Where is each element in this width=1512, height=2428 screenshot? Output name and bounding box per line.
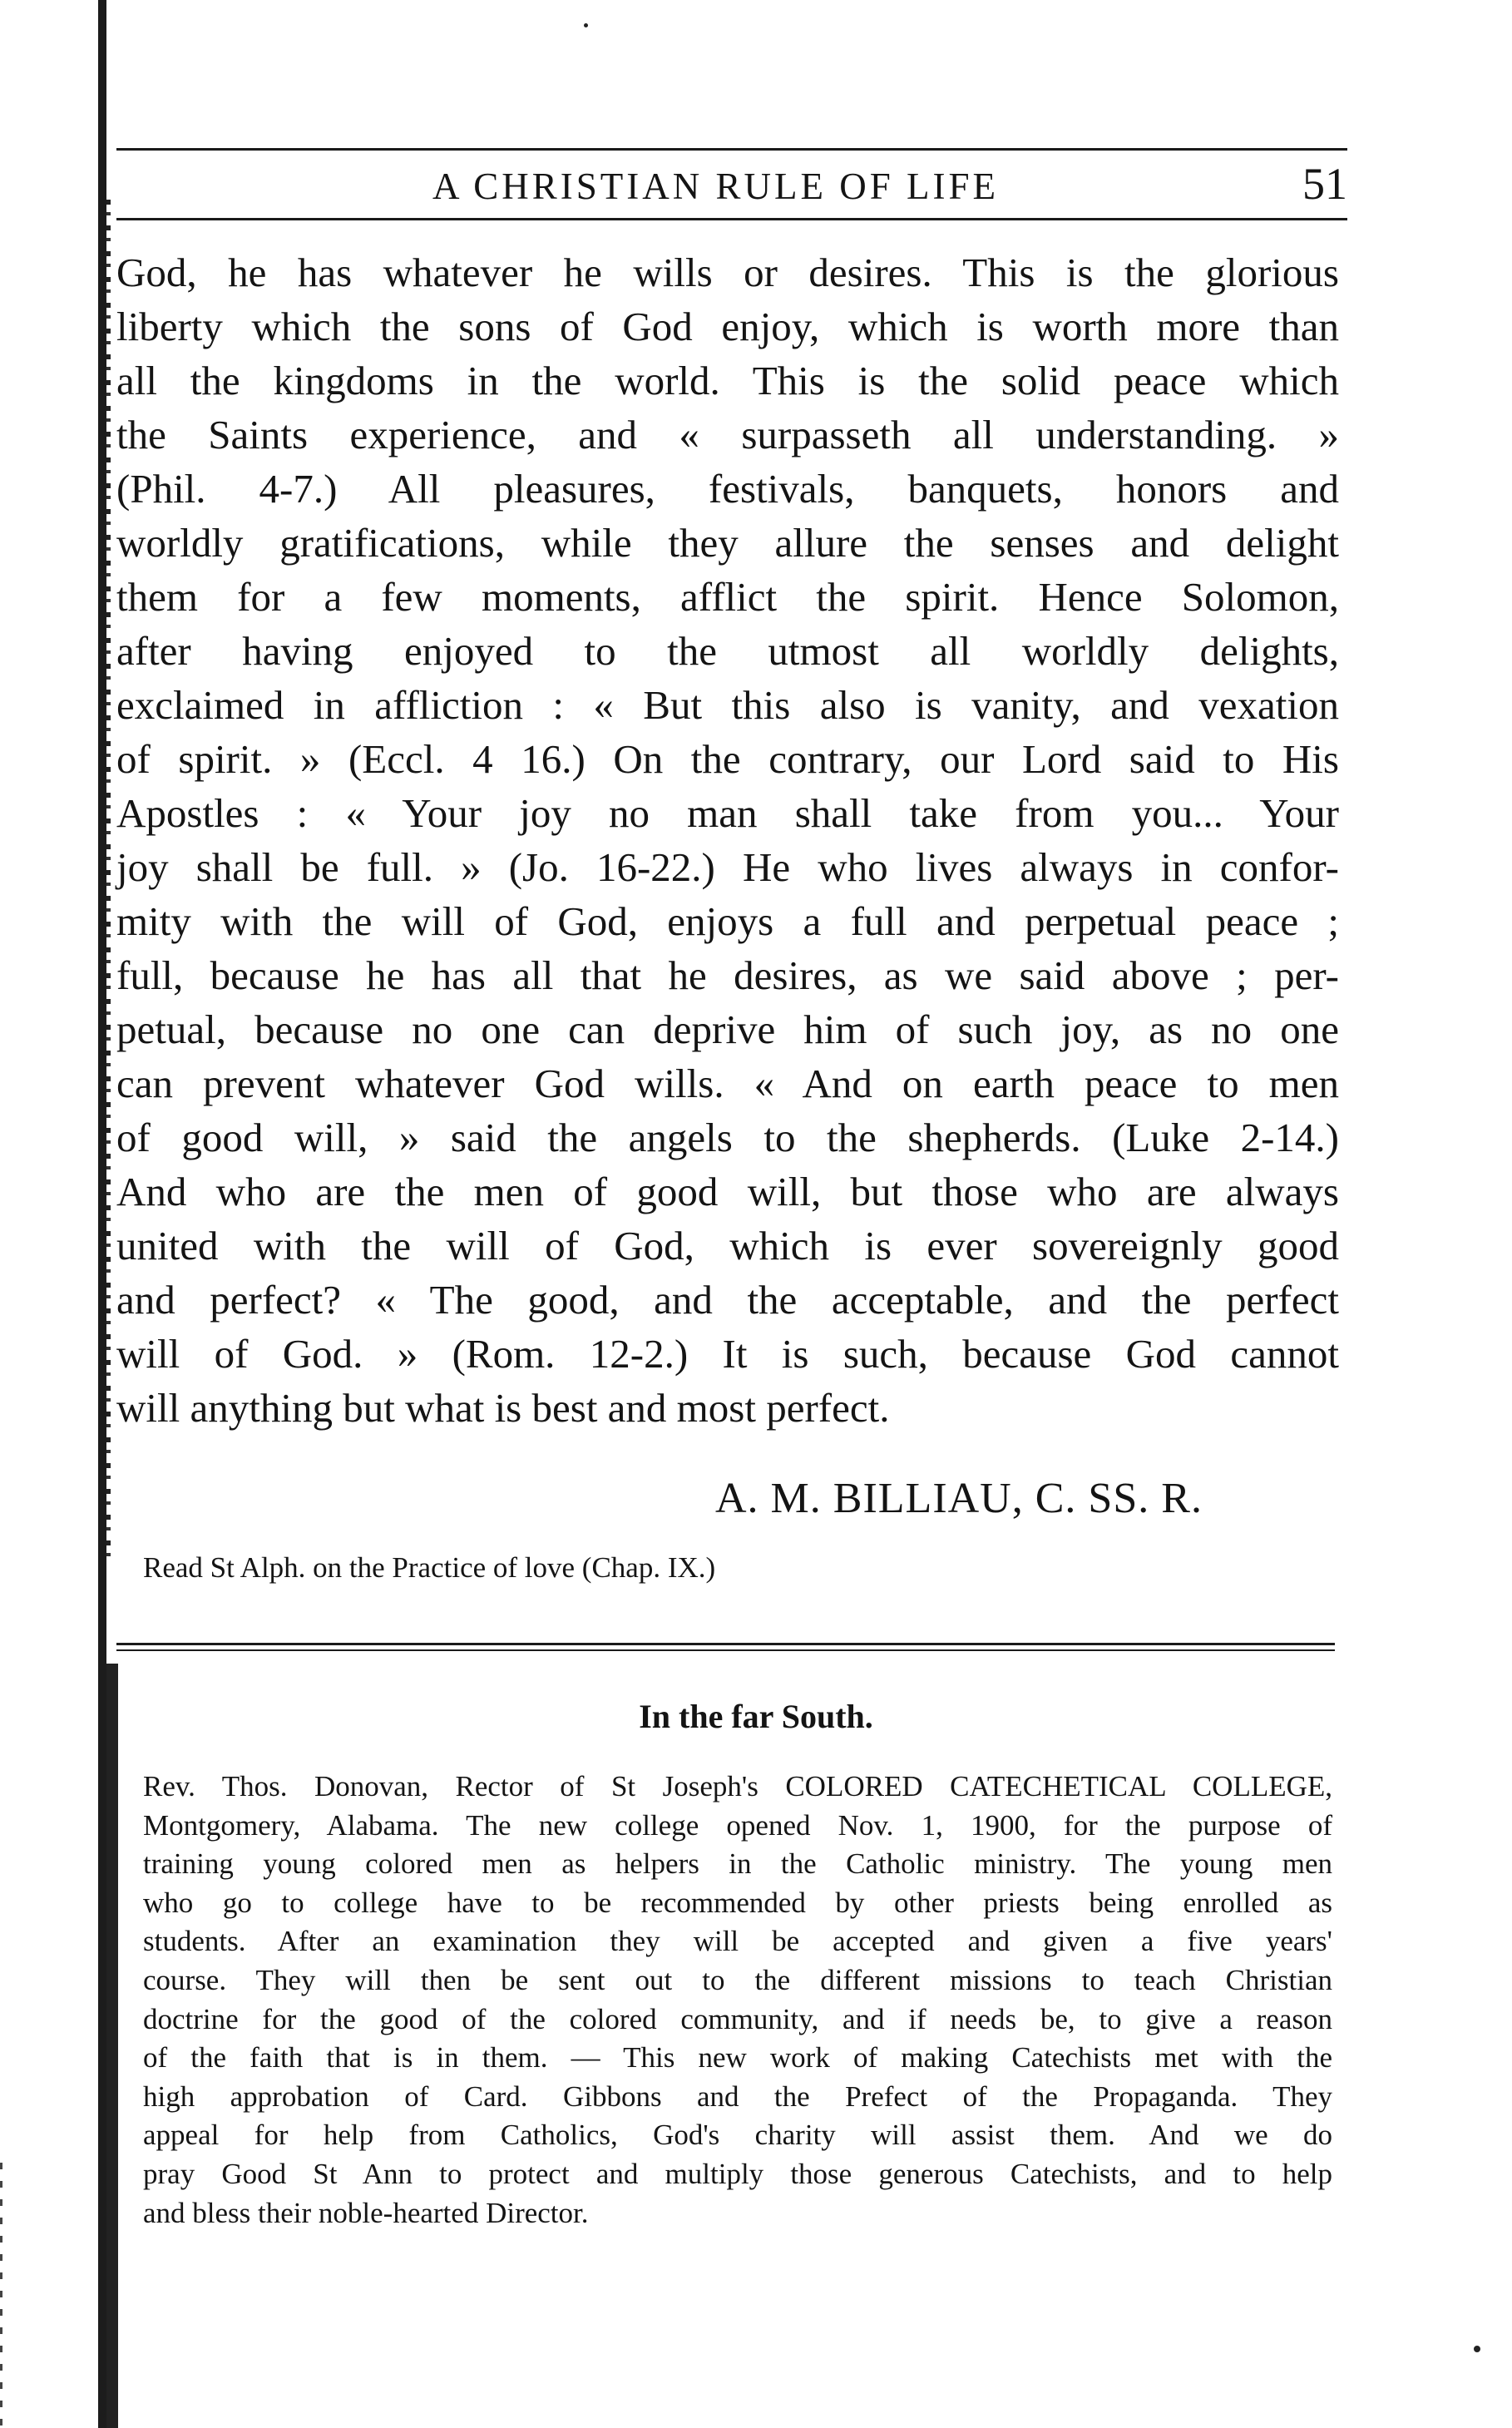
binding-shadow bbox=[0, 2163, 2, 2428]
news-line: students. After an examination they will be accepted and given a five years' bbox=[143, 1925, 1332, 1958]
running-title: A CHRISTIAN RULE OF LIFE bbox=[432, 166, 1000, 207]
body-line: united with the will of God, which is ever sovereignly good bbox=[116, 1223, 1339, 1268]
news-line: high approbation of Card. Gibbons and the Prefect of the Propaganda. They bbox=[143, 2079, 1332, 2113]
body-line: mity with the will of God, enjoys a full and perpetual peace ; bbox=[116, 898, 1339, 944]
body-line: And who are the men of good will, but those who are always bbox=[116, 1169, 1339, 1214]
section-divider bbox=[116, 1643, 1335, 1645]
body-line: will anything but what is best and most perfect. bbox=[116, 1385, 890, 1431]
main-paragraph bbox=[116, 245, 1339, 1435]
body-line: of good will, » said the angels to the shepherds. (Luke 2-14.) bbox=[116, 1115, 1339, 1160]
body-line: petual, because no one can deprive him of such joy, as no one bbox=[116, 1006, 1339, 1052]
body-line: joy shall be full. » (Jo. 16-22.) He who lives always in confor- bbox=[116, 844, 1339, 890]
body-line: all the kingdoms in the world. This is the solid peace which bbox=[116, 358, 1339, 403]
news-line: appeal for help from Catholics, God's charity will assist them. And we do bbox=[143, 2119, 1332, 2152]
section-divider bbox=[116, 1649, 1335, 1651]
news-item bbox=[143, 1768, 1332, 2233]
news-line: course. They will then be sent out to the different missions to teach Christian bbox=[143, 1963, 1332, 1996]
news-line: and bless their noble-hearted Director. bbox=[143, 2196, 589, 2229]
author-signature: A. M. BILLIAU, C. SS. R. bbox=[715, 1475, 1203, 1522]
news-line: pray Good St Ann to protect and multiply those generous Catechists, and to help bbox=[143, 2157, 1332, 2190]
binding-shadow bbox=[106, 1664, 118, 2428]
binding-edge bbox=[98, 0, 106, 2428]
header-rule-bottom bbox=[116, 218, 1347, 220]
body-line: the Saints experience, and « surpasseth all understanding. » bbox=[116, 412, 1339, 457]
body-line: exclaimed in affliction : « But this also is vanity, and vexation bbox=[116, 682, 1339, 728]
speck bbox=[584, 23, 588, 27]
body-line: God, he has whatever he wills or desires. This is the glorious bbox=[116, 250, 1339, 295]
news-line: of the faith that is in them. — This new work of making Catechists met with the bbox=[143, 2041, 1332, 2074]
body-line: (Phil. 4-7.) All pleasures, festivals, banquets, honors and bbox=[116, 466, 1339, 512]
binding-shadow bbox=[106, 200, 111, 1564]
body-line: and perfect? « The good, and the acceptable, and the perfect bbox=[116, 1277, 1339, 1323]
news-line: who go to college have to be recommended by other priests being enrolled as bbox=[143, 1886, 1332, 1919]
body-line: worldly gratifications, while they allure the senses and delight bbox=[116, 520, 1339, 566]
news-line: Rev. Thos. Donovan, Rector of St Joseph's COLORED CATECHETICAL COLLEGE, bbox=[143, 1770, 1332, 1802]
news-line: Montgomery, Alabama. The new college opened Nov. 1, 1900, for the purpose of bbox=[143, 1808, 1332, 1842]
body-line: liberty which the sons of God enjoy, which is worth more than bbox=[116, 304, 1339, 349]
body-line: can prevent whatever God wills. « And on earth peace to men bbox=[116, 1061, 1339, 1106]
body-line: of spirit. » (Eccl. 4 16.) On the contrary, our Lord said to His bbox=[116, 736, 1339, 782]
body-line: full, because he has all that he desires, as we said above ; per- bbox=[116, 952, 1339, 998]
running-head bbox=[125, 148, 1347, 215]
news-line: doctrine for the good of the colored community, and if needs be, to give a reason bbox=[143, 2002, 1332, 2035]
body-line: Apostles : « Your joy no man shall take from you... Your bbox=[116, 790, 1339, 836]
body-line: will of God. » (Rom. 12-2.) It is such, because God cannot bbox=[116, 1331, 1339, 1377]
page-number: 51 bbox=[1302, 159, 1347, 209]
section-title: In the far South. bbox=[639, 1698, 873, 1735]
body-line: after having enjoyed to the utmost all worldly delights, bbox=[116, 628, 1339, 674]
news-line: training young colored men as helpers in the Catholic ministry. The young men bbox=[143, 1847, 1332, 1881]
speck bbox=[1474, 2346, 1480, 2352]
reading-note: Read St Alph. on the Practice of love (Chap. IX.) bbox=[143, 1551, 716, 1584]
body-line: them for a few moments, afflict the spirit. Hence Solomon, bbox=[116, 574, 1339, 620]
